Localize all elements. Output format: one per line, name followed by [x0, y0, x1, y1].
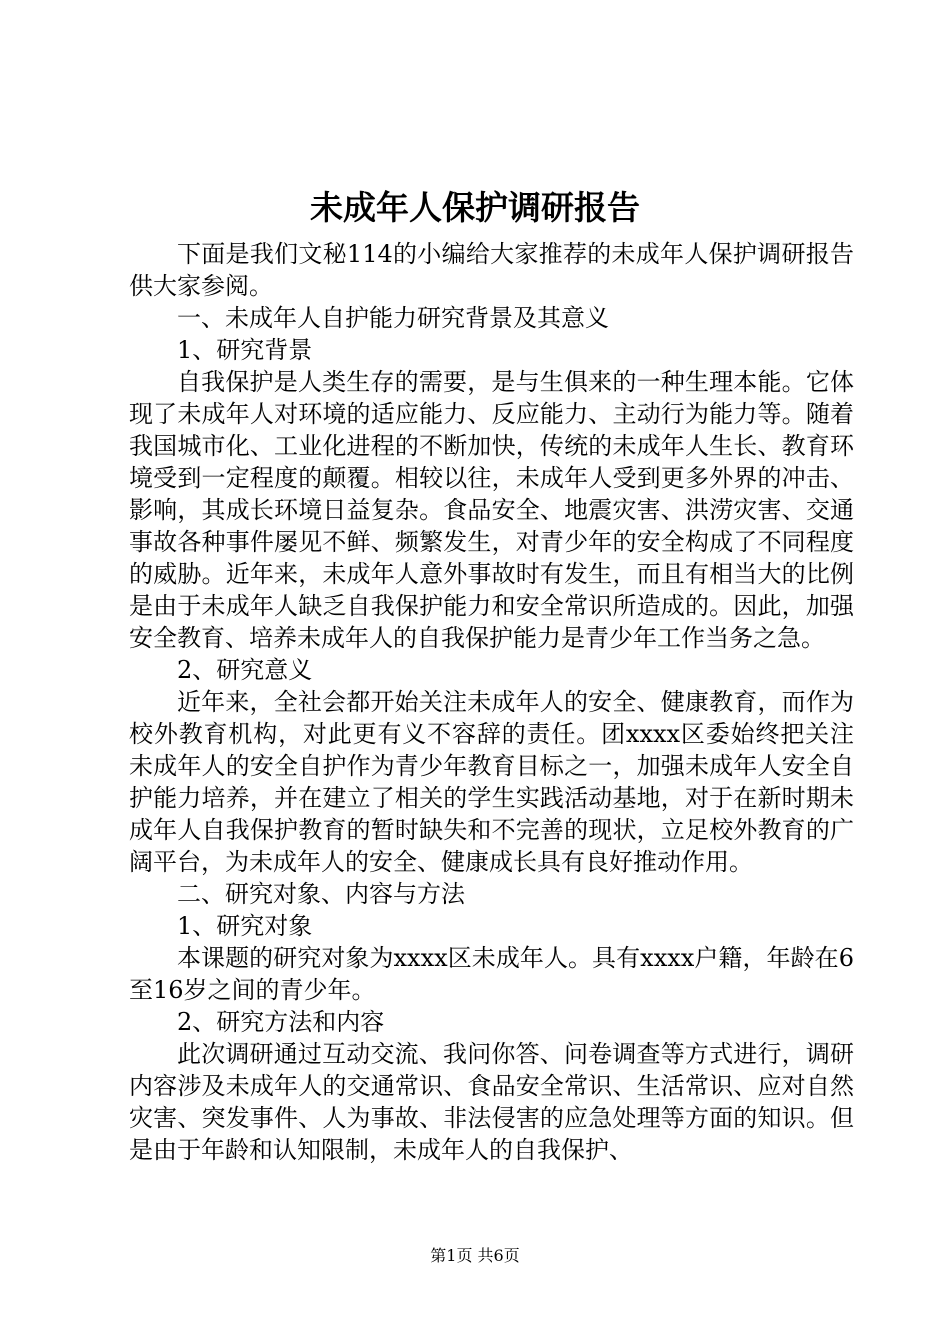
subsection-heading-methods: 2、研究方法和内容 — [177, 1008, 385, 1036]
paragraph-intro: 下面是我们文秘114的小编给大家推荐的未成年人保护调研报告供大家参阅。 — [129, 240, 854, 300]
subsection-heading-subjects: 1、研究对象 — [177, 912, 313, 940]
subsection-heading-significance: 2、研究意义 — [177, 656, 313, 684]
page-footer: 第1页 共6页 — [430, 1246, 520, 1265]
paragraph-methods: 此次调研通过互动交流、我问你答、问卷调查等方式进行，调研内容涉及未成年人的交通常识、食品安全常识、生活常识、应对自然灾害、突发事件、人为事故、非法侵害的应急处理等方面的知识。但是由于年龄和认知限制，未成年人的自我保护、 — [129, 1040, 854, 1164]
subsection-heading-background: 1、研究背景 — [177, 336, 313, 364]
paragraph-background: 自我保护是人类生存的需要，是与生俱来的一种生理本能。它体现了未成年人对环境的适应能力、反应能力、主动行为能力等。随着我国城市化、工业化进程的不断加快，传统的未成年人生长、教育环境受到一定程度的颠覆。相较以往，未成年人受到更多外界的冲击、影响，其成长环境日益复杂。食品安全、地震灾害、洪涝灾害、交通事故各种事件屡见不鲜、频繁发生，对青少年的安全构成了不同程度的威胁。近年来，未成年人意外事故时有发生，而且有相当大的比例是由于未成年人缺乏自我保护能力和安全常识所造成的。因此，加强安全教育、培养未成年人的自我保护能力是青少年工作当务之急。 — [129, 368, 854, 652]
document-title: 未成年人保护调研报告 — [310, 188, 640, 227]
paragraph-significance: 近年来，全社会都开始关注未成年人的安全、健康教育，而作为校外教育机构，对此更有义不容辞的责任。团xxxx区委始终把关注未成年人的安全自护作为青少年教育目标之一，加强未成年人安全自护能力培养，并在建立了相关的学生实践活动基地，对于在新时期未成年人自我保护教育的暂时缺失和不完善的现状，立足校外教育的广阔平台，为未成年人的安全、健康成长具有良好推动作用。 — [129, 688, 854, 876]
section-heading-2: 二、研究对象、内容与方法 — [177, 880, 465, 908]
paragraph-subjects: 本课题的研究对象为xxxx区未成年人。具有xxxx户籍，年龄在6至16岁之间的青少年。 — [129, 944, 854, 1004]
section-heading-1: 一、未成年人自护能力研究背景及其意义 — [177, 304, 609, 332]
document-body — [129, 238, 854, 1166]
